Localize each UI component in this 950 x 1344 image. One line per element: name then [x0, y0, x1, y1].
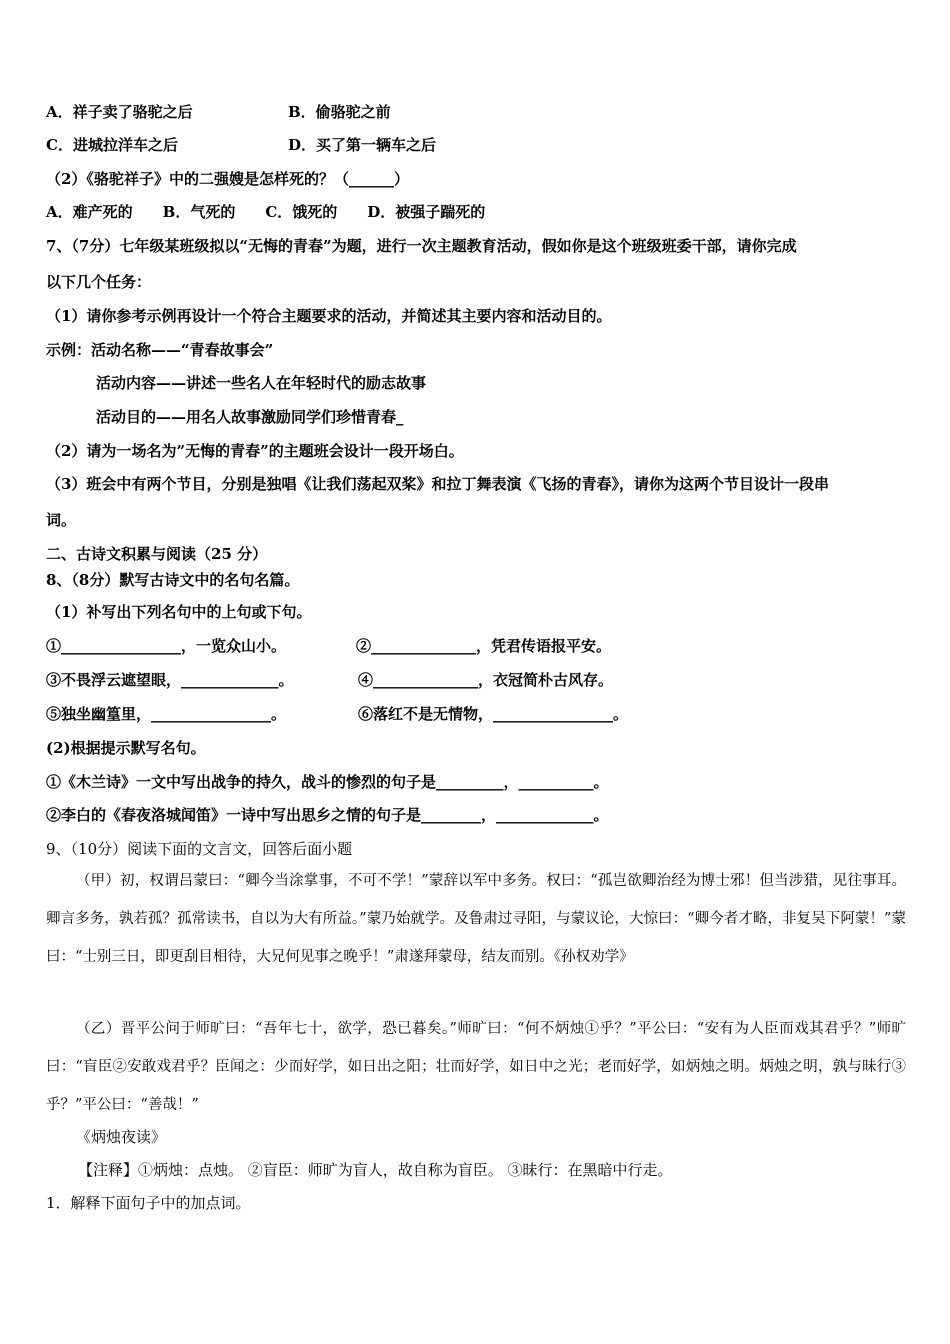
option-a: A．祥子卖了骆驼之后: [46, 103, 193, 121]
q8-item7: ①《木兰诗》一文中写出战争的持久，战斗的惨烈的句子是_________，__________。: [46, 773, 609, 791]
q8-item8: ②李白的《春夜洛城闻笛》一诗中写出思乡之情的句子是________，_____________。: [46, 806, 609, 824]
q7-example-goal: 活动目的——用名人故事激励同学们珍惜青春_: [96, 408, 404, 426]
q9-q1: 1．解释下面句子中的加点词。: [46, 1194, 251, 1212]
option-b: B．偷骆驼之前: [288, 103, 391, 121]
q8-item3: ③不畏浮云遮望眼，_____________。: [46, 671, 294, 689]
q7-sub3-line2: 词。: [46, 511, 77, 529]
q6-2-question: （2）《骆驼祥子》中的二强嫂是怎样死的？（______）: [46, 170, 409, 188]
q8-item5: ⑤独坐幽篁里，________________。: [46, 705, 287, 723]
q9-note: 【注释】①炳烛：点烛。 ②盲臣：师旷为盲人，故自称为盲臣。 ③昧行：在黑暗中行走。: [78, 1161, 673, 1179]
section2-title: 二、古诗文积累与阅读（25 分）: [46, 545, 268, 563]
q7-stem-line2: 以下几个任务：: [46, 273, 152, 291]
q9-yi-source: 《炳烛夜读》: [76, 1128, 167, 1146]
q8-item1: ①________________，一览众山小。: [46, 637, 287, 655]
q9-stem: 9、（10分）阅读下面的文言文，回答后面小题: [46, 840, 353, 858]
q8-stem: 8、（8分）默写古诗文中的名句名篇。: [46, 571, 300, 589]
q7-example-content: 活动内容——讲述一些名人在年轻时代的励志故事: [96, 374, 427, 392]
q7-example-name: 示例：活动名称——“青春故事会”: [46, 341, 274, 359]
q8-sub1: （1）补写出下列名句中的上句或下句。: [46, 603, 312, 621]
q8-item6: ⑥落红不是无情物，________________。: [358, 705, 629, 723]
q8-item2: ②______________，凭君传语报平安。: [356, 637, 612, 655]
q7-sub2: （2）请为一场名为”无悔的青春”的主题班会设计一段开场白。: [46, 442, 464, 460]
q7-sub3-line1: （3）班会中有两个节目，分别是独唱《让我们荡起双桨》和拉丁舞表演《飞扬的青春》，请你为这两个节目设计一段串: [46, 475, 829, 493]
q8-sub2: (2)根据提示默写名句。: [46, 739, 206, 757]
option-d: D．买了第一辆车之后: [288, 136, 437, 154]
q9-passage-jia: （甲）初，权谓吕蒙曰：“卿今当涂掌事，不可不学！”蒙辞以军中多务。权曰：“孤岂欲卿治经为博士邪！但当涉猎，见往事耳。卿言多务，孰若孤？孤常读书，自以为大有所益。”蒙乃始就学。及鲁肃过寻阳，与蒙议论，大惊曰：“卿今者才略，非复吴下阿蒙！”蒙曰：“士别三日，即更刮目相待，大兄何见事之晚乎！”肃遂拜蒙母，结友而别。《孙权劝学》: [46, 873, 906, 965]
option-c: C．进城拉洋车之后: [46, 136, 178, 154]
q8-item4: ④______________，衣冠简朴古风存。: [358, 671, 614, 689]
q9-passage-yi: （乙）晋平公问于师旷曰：“吾年七十，欲学，恐已暮矣。”师旷曰：“何不炳烛①乎？”平公曰：“安有为人臣而戏其君乎？”师旷曰：“盲臣②安敢戏君乎？臣闻之：少而好学，如日出之阳；壮而好学，如日中之光；老而好学，如炳烛之明。炳烛之明，孰与昧行③乎？”平公曰：“善哉！”: [46, 1021, 906, 1113]
q7-sub1: （1）请你参考示例再设计一个符合主题要求的活动，并简述其主要内容和活动目的。: [46, 307, 612, 325]
q7-stem-line1: 7、（7分）七年级某班级拟以“无悔的青春”为题，进行一次主题教育活动，假如你是这个班级班委干部，请你完成: [46, 237, 797, 255]
q6-2-options: A．难产死的 B．气死的 C．饿死的 D．被强子踹死的: [46, 203, 486, 221]
